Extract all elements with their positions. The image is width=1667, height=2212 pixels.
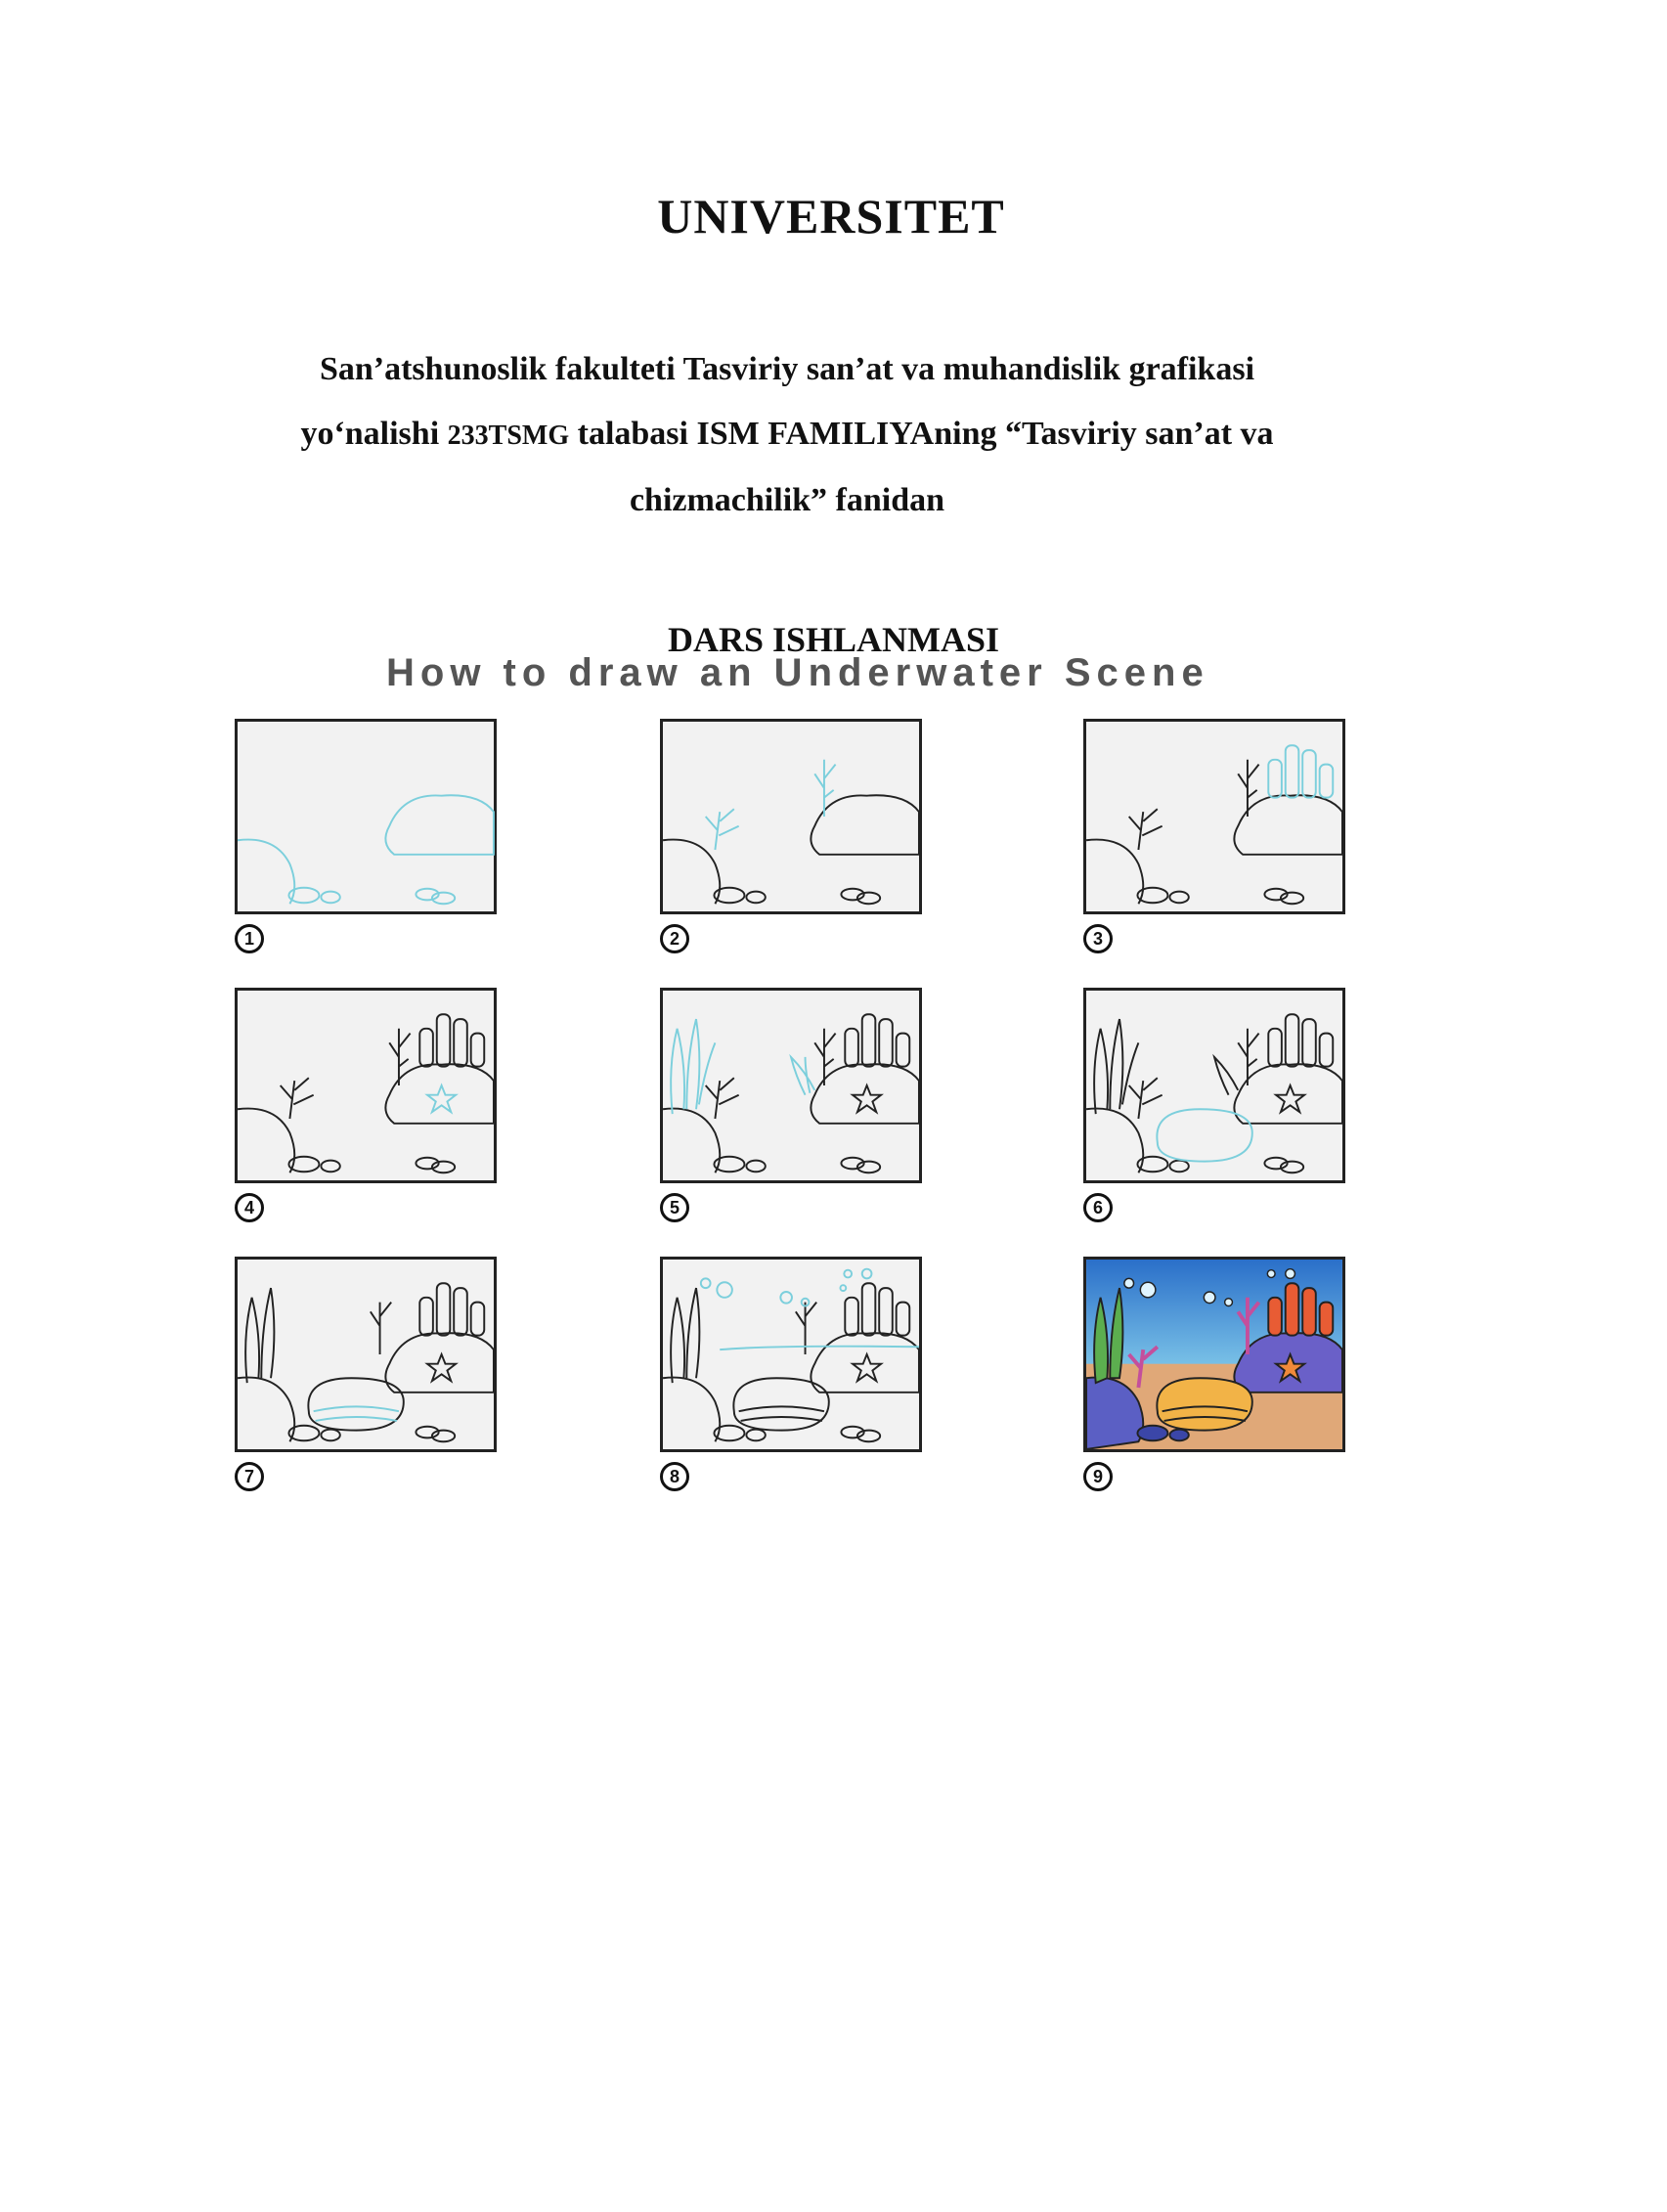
step-5-panel bbox=[660, 988, 922, 1183]
step-2-drawing bbox=[663, 722, 919, 911]
step-number-1: 1 bbox=[235, 924, 264, 953]
step-number-7: 7 bbox=[235, 1462, 264, 1491]
intro-line-2 bbox=[196, 402, 1379, 468]
step-6-drawing bbox=[1086, 991, 1342, 1180]
page-title: UNIVERSITET bbox=[657, 189, 1005, 243]
step-1-panel bbox=[235, 719, 497, 914]
cropped-heading-text: How to draw an Underwater Scene bbox=[386, 651, 1209, 694]
step-7-panel bbox=[235, 1257, 497, 1452]
group-code: 233TSMG bbox=[447, 420, 570, 451]
step-4-drawing bbox=[238, 991, 494, 1180]
step-number-5: 5 bbox=[660, 1193, 689, 1222]
step-number-9: 9 bbox=[1083, 1462, 1113, 1491]
cropped-heading bbox=[386, 651, 1209, 694]
step-8-panel bbox=[660, 1257, 922, 1452]
step-4-panel bbox=[235, 988, 497, 1183]
step-number-6: 6 bbox=[1083, 1193, 1113, 1222]
step-number-2: 2 bbox=[660, 924, 689, 953]
step-8-drawing bbox=[663, 1260, 919, 1449]
document-subtitle: DARS ISHLANMASI bbox=[667, 620, 1000, 659]
step-number-4: 4 bbox=[235, 1193, 264, 1222]
intro-line-2b: talabasi ISM FAMILIYAning “Tasviriy san’at va bbox=[569, 416, 1274, 452]
intro-line-1: San’atshunoslik fakulteti Tasviriy san’at va muhandislik grafikasi bbox=[319, 351, 1255, 387]
step-5-drawing bbox=[663, 991, 919, 1180]
intro-line-2a: yo‘nalishi bbox=[300, 416, 448, 452]
intro-line-3: chizmachilik” fanidan bbox=[629, 482, 945, 518]
step-2-panel bbox=[660, 719, 922, 914]
step-number-3: 3 bbox=[1083, 924, 1113, 953]
step-6-panel bbox=[1083, 988, 1345, 1183]
step-3-panel bbox=[1083, 719, 1345, 914]
step-1-drawing bbox=[238, 722, 494, 911]
step-9-drawing bbox=[1086, 1260, 1342, 1449]
intro-text bbox=[196, 337, 1379, 533]
step-number-8: 8 bbox=[660, 1462, 689, 1491]
step-7-drawing bbox=[238, 1260, 494, 1449]
step-9-panel bbox=[1083, 1257, 1345, 1452]
step-3-drawing bbox=[1086, 722, 1342, 911]
